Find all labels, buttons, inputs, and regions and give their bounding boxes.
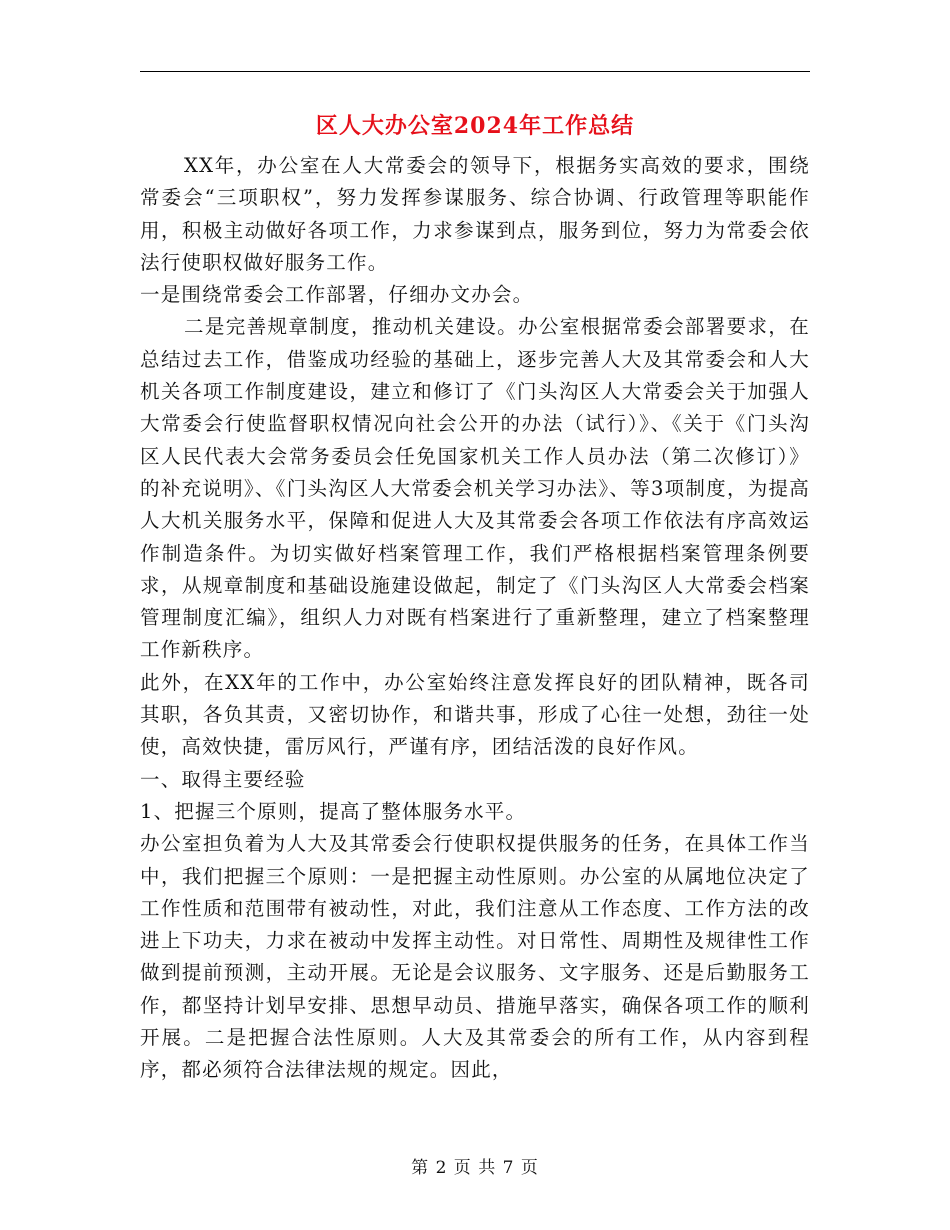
paragraph-intro: XX年，办公室在人大常委会的领导下，根据务实高效的要求，围绕常委会“三项职权”，努力发挥参谋服务、综合协调、行政管理等职能作用，积极主动做好各项工作，力求参谋到点，服务到位，努力为常委会依法行使职权做好服务工作。: [140, 154, 810, 274]
paragraph-point-one: 一是围绕常委会工作部署，仔细办文办会。: [140, 283, 534, 307]
paragraph-point-two: 二是完善规章制度，推动机关建设。办公室根据常委会部署要求，在总结过去工作，借鉴成功经验的基础上，逐步完善人大及其常委会和人大机关各项工作制度建设，建立和修订了《门头沟区人大常委会关于加强人大常委会行使监督职权情况向社会公开的办法（试行）》、《关于《门头沟区人民代表大会常务委员会任免国家机关工作人员办法（第二次修订）》的补充说明》、《门头沟区人大常委会机关学习办法》、等3项制度，为提高人大机关服务水平，保障和促进人大及其常委会各项工作依法有序高效运作制造条件。为切实做好档案管理工作，我们严格根据档案管理条例要求，从规章制度和基础设施建设做起，制定了《门头沟区人大常委会档案管理制度汇编》，组织人力对既有档案进行了重新整理，建立了档案整理工作新秩序。: [140, 315, 810, 662]
paragraph-teamwork: 此外，在XX年的工作中，办公室始终注意发挥良好的团队精神，既各司其职，各负其责，又密切协作，和谐共事，形成了心往一处想，劲往一处使，高效快捷，雷厉风行，严谨有序，团结活泼的良好作风。: [140, 670, 810, 759]
subheading-three-principles: 1、把握三个原则，提高了整体服务水平。: [140, 799, 527, 823]
section-heading-experience: 一、取得主要经验: [140, 767, 306, 791]
document-title: 区人大办公室2024年工作总结: [315, 113, 635, 139]
document-body: [140, 150, 810, 1087]
page-number-footer: 第 2 页 共 7 页: [411, 1158, 539, 1178]
paragraph-principles: 办公室担负着为人大及其常委会行使职权提供服务的任务，在具体工作当中，我们把握三个原则：一是把握主动性原则。办公室的从属地位决定了工作性质和范围带有被动性，对此，我们注意从工作态度、工作方法的改进上下功夫，力求在被动中发挥主动性。对日常性、周期性及规律性工作做到提前预测，主动开展。无论是会议服务、文字服务、还是后勤服务工作，都坚持计划早安排、思想早动员、措施早落实，确保各项工作的顺利开展。二是把握合法性原则。人大及其常委会的所有工作，从内容到程序，都必须符合法律法规的规定。因此，: [140, 832, 810, 1082]
header-rule: [140, 71, 810, 72]
